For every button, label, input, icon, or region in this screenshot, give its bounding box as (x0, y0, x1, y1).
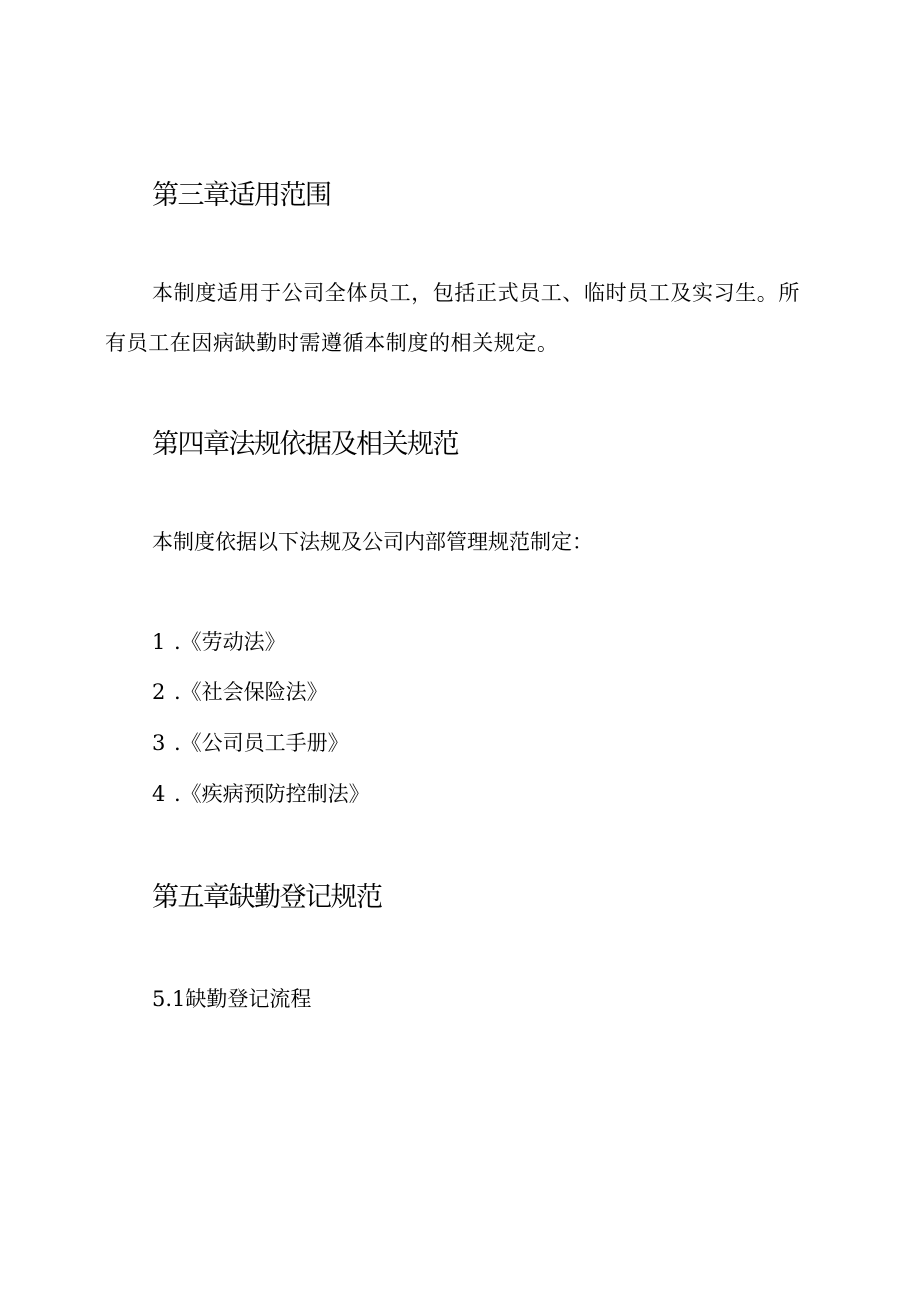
list-item-text: .《劳动法》 (174, 630, 286, 654)
list-item-number: 2 (152, 680, 166, 704)
list-item-number: 1 (152, 630, 166, 654)
section-5-1-title: 5.1缺勤登记流程 (152, 987, 312, 1011)
list-item (152, 627, 286, 657)
chapter-4-title: 第四章法规依据及相关规范 (152, 429, 458, 460)
chapter-3-paragraph: 本制度适用于公司全体员工，包括正式员工、临时员工及实习生。所有员工在因病缺勤时需遵循本制度的相关规定。 (105, 281, 800, 355)
chapter-4-intro: 本制度依据以下法规及公司内部管理规范制定： (152, 530, 593, 554)
list-item-number: 3 (152, 731, 166, 755)
list-item-text: .《社会保险法》 (174, 680, 328, 704)
chapter-3-title: 第三章适用范围 (152, 180, 331, 211)
list-item (152, 779, 370, 809)
list-item-text: .《公司员工手册》 (174, 731, 349, 755)
list-item (152, 677, 328, 707)
list-item-number: 4 (152, 782, 166, 806)
list-item-text: .《疾病预防控制法》 (174, 782, 370, 806)
list-item (152, 728, 349, 758)
chapter-5-title: 第五章缺勤登记规范 (152, 882, 382, 913)
